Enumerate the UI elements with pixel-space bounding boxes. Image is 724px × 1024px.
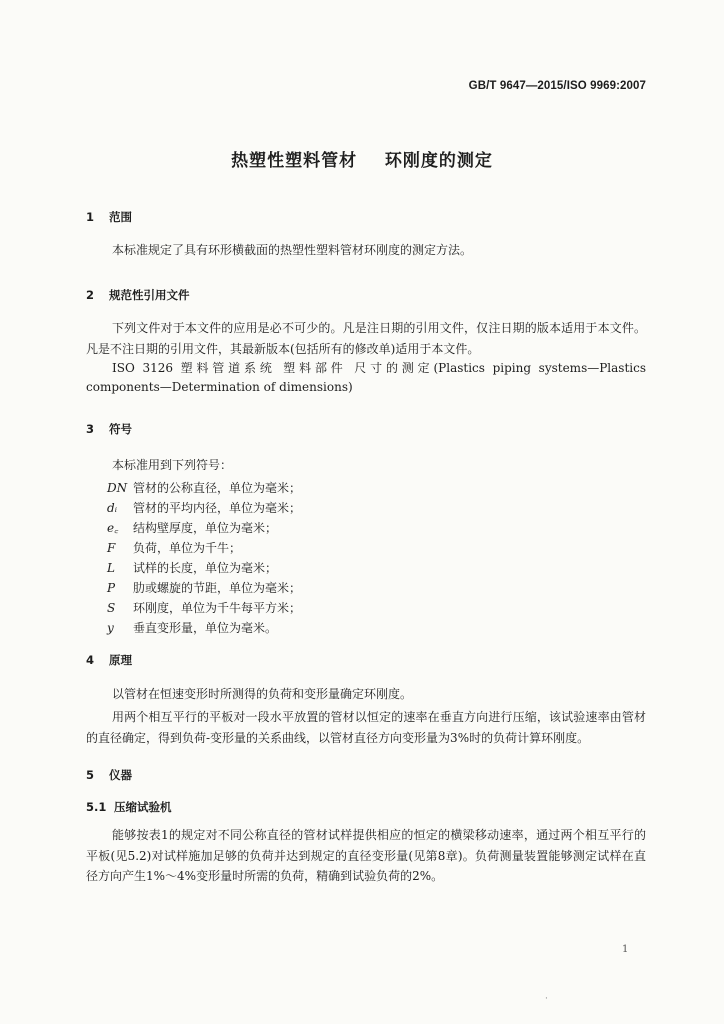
section-number: 5.1	[86, 800, 107, 814]
symbols-intro: 本标准用到下列符号：	[112, 458, 233, 472]
symbol: e꜀	[107, 521, 119, 535]
principle-paragraph-1: 以管材在恒速变形时所测得的负荷和变形量确定环刚度。	[112, 687, 413, 701]
section-number: 5	[86, 768, 95, 782]
symbol-description: 环刚度，单位为千牛每平方米；	[133, 601, 302, 615]
symbol: S	[107, 601, 116, 615]
section-number: 2	[86, 288, 95, 302]
symbol: y	[107, 621, 114, 635]
section-2-heading	[86, 287, 190, 303]
symbols-list	[107, 478, 301, 638]
reference-iso-3126-continued: components—Determination of dimensions)	[86, 380, 353, 394]
section-1-heading	[86, 209, 132, 225]
list-item	[107, 558, 301, 578]
document-title: 热塑性塑料管材 环刚度的测定	[231, 151, 493, 171]
section-title: 范围	[109, 210, 132, 224]
symbol: DN	[107, 481, 128, 495]
symbol-description: 管材的平均内径，单位为毫米；	[133, 501, 302, 515]
section-number: 4	[86, 653, 95, 667]
list-item	[107, 498, 301, 518]
symbol-description: 管材的公称直径，单位为毫米；	[133, 481, 302, 495]
section-title: 仪器	[109, 768, 132, 782]
symbol: dᵢ	[107, 501, 118, 515]
list-item	[107, 478, 301, 498]
normative-references-paragraph: 下列文件对于本文件的应用是必不可少的。凡是注日期的引用文件，仅注日期的版本适用于本文件。凡是不注日期的引用文件，其最新版本(包括所有的修改单)适用于本文件。	[86, 321, 646, 356]
symbol-description: 肋或螺旋的节距，单位为毫米；	[133, 581, 302, 595]
section-number: 3	[86, 422, 95, 436]
section-title: 规范性引用文件	[109, 288, 190, 302]
symbol-description: 负荷，单位为千牛；	[133, 541, 242, 555]
symbol-description: 结构壁厚度，单位为毫米；	[133, 521, 278, 535]
section-title: 压缩试验机	[114, 800, 172, 814]
standard-code-header: GB/T 9647—2015/ISO 9969:2007	[468, 80, 646, 92]
section-3-heading	[86, 421, 132, 437]
list-item	[107, 598, 301, 618]
symbol-description: 垂直变形量，单位为毫米。	[133, 621, 278, 635]
symbol: F	[107, 541, 116, 555]
list-item	[107, 578, 301, 598]
section-5-heading	[86, 767, 132, 783]
reference-iso-3126: ISO 3126 塑料管道系统 塑料部件 尺寸的测定(Plastics piping systems—Plastics	[112, 361, 646, 375]
section-title: 符号	[109, 422, 132, 436]
compression-machine-paragraph: 能够按表1的规定对不同公称直径的管材试样提供相应的恒定的横梁移动速率，通过两个相互平行的平板(见5.2)对试样施加足够的负荷并达到规定的直径变形量(见第8章)。负荷测量装置能够测定试样在直径方向产生1%～4%变形量时所需的负荷，精确到试验负荷的2%。	[86, 828, 646, 883]
symbol-description: 试样的长度，单位为毫米；	[133, 561, 278, 575]
list-item	[107, 618, 301, 638]
section-number: 1	[86, 210, 95, 224]
page-number: 1	[622, 944, 629, 955]
list-item	[107, 518, 301, 538]
list-item	[107, 538, 301, 558]
scope-paragraph: 本标准规定了具有环形横截面的热塑性塑料管材环刚度的测定方法。	[112, 243, 473, 257]
symbol: L	[107, 561, 115, 575]
principle-paragraph-2: 用两个相互平行的平板对一段水平放置的管材以恒定的速率在垂直方向进行压缩，该试验速率由管材的直径确定，得到负荷-变形量的关系曲线，以管材直径方向变形量为3%时的负荷计算环刚度。	[86, 710, 646, 745]
symbol: P	[107, 581, 116, 595]
section-4-heading	[86, 652, 132, 668]
section-5-1-heading	[86, 799, 172, 815]
section-title: 原理	[109, 653, 132, 667]
scan-mark: ·	[545, 994, 548, 1004]
